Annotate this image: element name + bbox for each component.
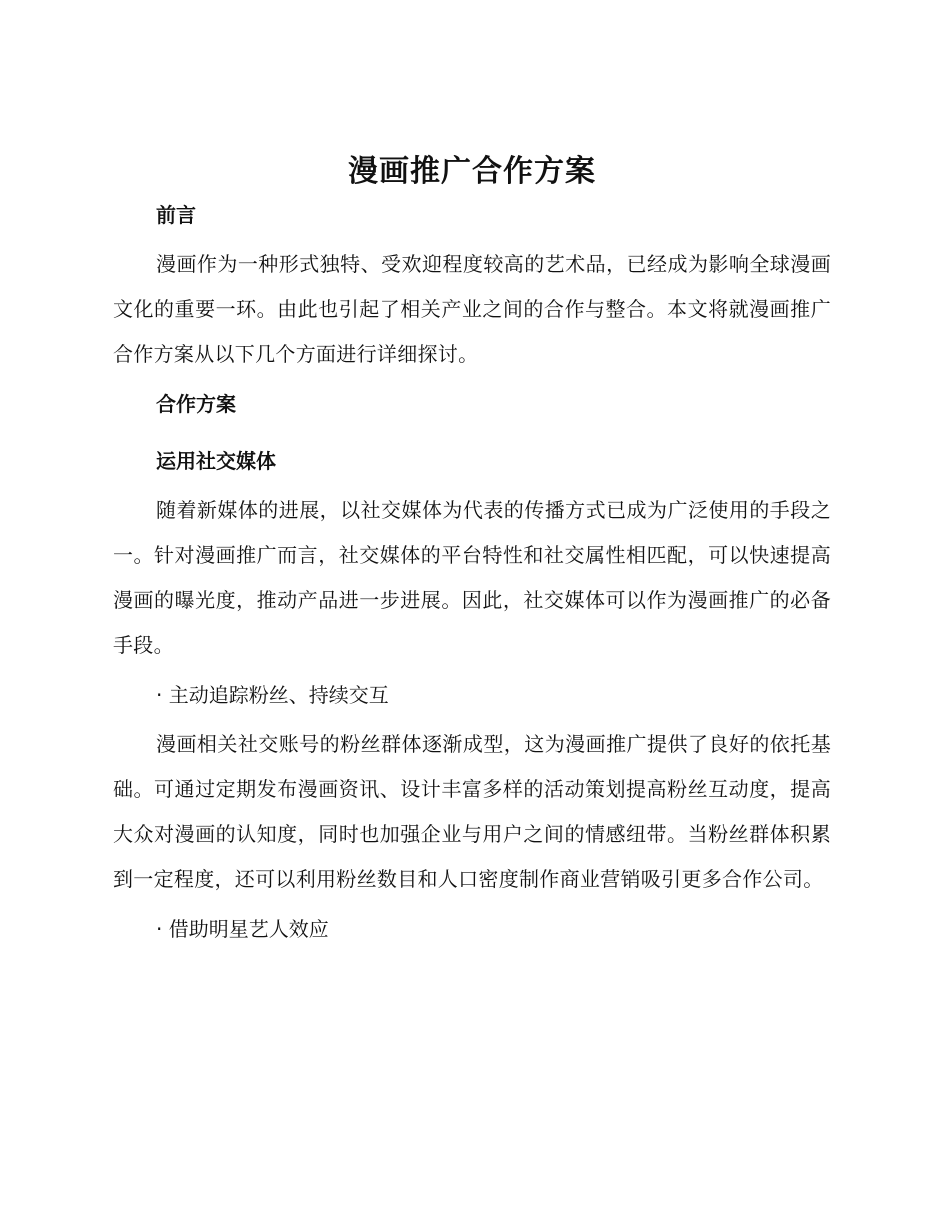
- fans-interaction-paragraph: 漫画相关社交账号的粉丝群体逐渐成型，这为漫画推广提供了良好的依托基础。可通过定期发布漫画资讯、设计丰富多样的活动策划提高粉丝互动度，提高大众对漫画的认知度，同时也加强企业与用户之间的情感纽带。当粉丝群体积累到一定程度，还可以利用粉丝数目和人口密度制作商业营销吸引更多合作公司。: [113, 732, 831, 891]
- social-media-heading: 运用社交媒体: [156, 449, 276, 473]
- bullet-fans-interaction: · 主动追踪粉丝、持续交互: [156, 683, 389, 707]
- preface-heading: 前言: [156, 203, 196, 227]
- plan-heading: 合作方案: [156, 392, 236, 416]
- preface-paragraph: 漫画作为一种形式独特、受欢迎程度较高的艺术品，已经成为影响全球漫画文化的重要一环。由此也引起了相关产业之间的合作与整合。本文将就漫画推广合作方案从以下几个方面进行详细探讨。: [113, 252, 831, 366]
- document-title: 漫画推广合作方案: [348, 154, 596, 189]
- bullet-celebrity-effect: · 借助明星艺人效应: [156, 917, 329, 941]
- document-body: [113, 150, 831, 944]
- social-media-paragraph: 随着新媒体的进展，以社交媒体为代表的传播方式已成为广泛使用的手段之一。针对漫画推广而言，社交媒体的平台特性和社交属性相匹配，可以快速提高漫画的曝光度，推动产品进一步进展。因此，社交媒体可以作为漫画推广的必备手段。: [113, 498, 831, 657]
